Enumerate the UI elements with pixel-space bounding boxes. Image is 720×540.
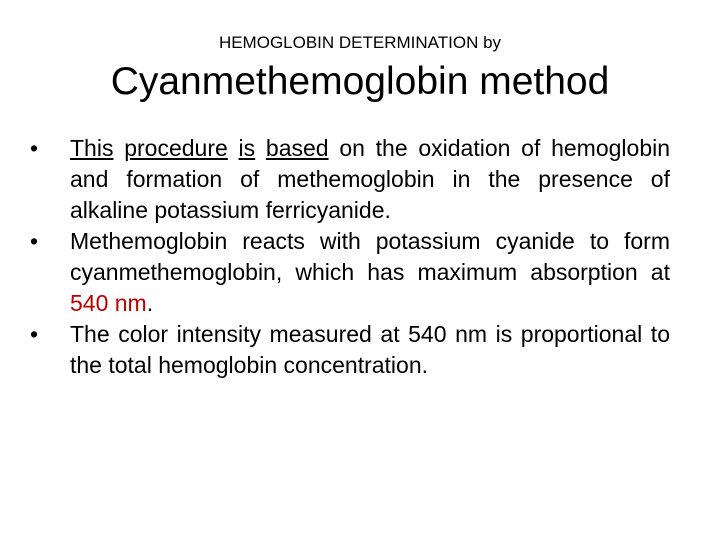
bullet-mark: • (30, 228, 39, 254)
underlined-word-this: This (70, 135, 114, 161)
underlined-word-is: is (238, 135, 256, 161)
bullet-item-oxidation (30, 133, 670, 226)
bullet-text-absorption: Methemoglobin reacts with potassium cyanide to form cyanmethemoglobin, which has maximum absorption at (70, 228, 670, 285)
bullet-mark: • (30, 321, 39, 347)
underlined-word-procedure: procedure (124, 135, 228, 161)
wavelength-highlight: 540 nm (70, 290, 147, 316)
bullet-text-oxidation: on the oxidation of hemoglobin and formation of methemoglobin in the presence of alkaline potassium ferricyanide. (70, 135, 671, 223)
underlined-word-based: based (265, 135, 329, 161)
bullet-list (30, 133, 670, 381)
slide-subtitle: HEMOGLOBIN DETERMINATION by (218, 33, 502, 52)
bullet-text-period: . (146, 290, 154, 316)
bullet-item-absorption (30, 226, 670, 319)
bullet-text-intensity: The color intensity measured at 540 nm is proportional to the total hemoglobin concentration. (70, 321, 670, 378)
bullet-item-intensity (30, 319, 670, 381)
bullet-mark: • (30, 135, 39, 161)
slide-title: Cyanmethemoglobin method (110, 60, 610, 103)
